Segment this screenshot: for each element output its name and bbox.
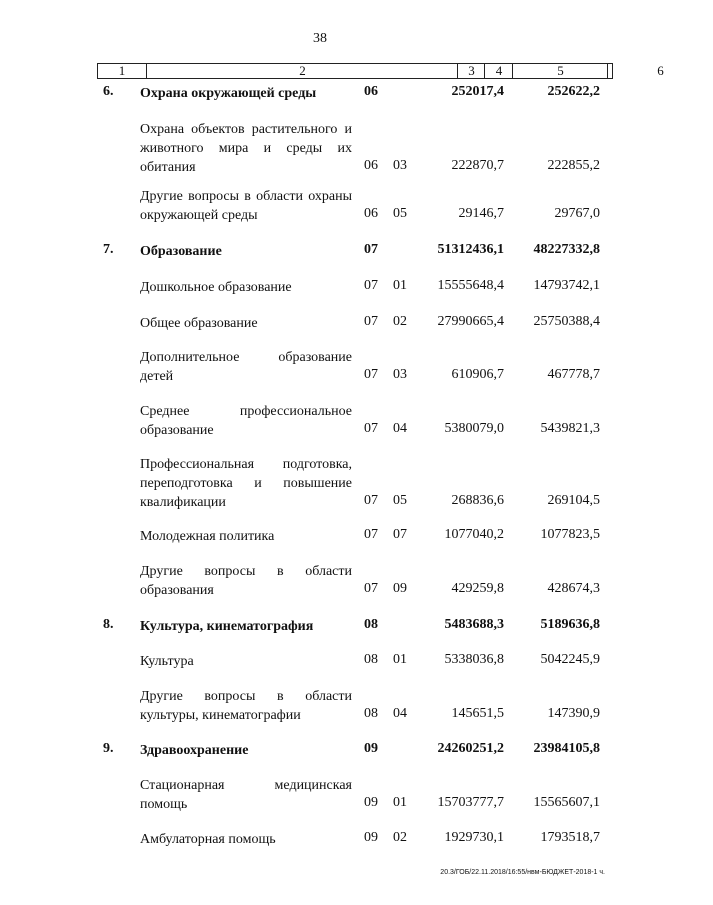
row-name: Образование [140,244,222,259]
row-name: Культура, кинематография [140,619,314,634]
row-podrazdel: 01 [393,652,407,667]
row-razdel: 08 [364,652,378,667]
row-razdel: 07 [364,527,378,542]
row-name: Дополнительное образование детей [140,350,352,384]
row-value-col5: 27990665,4 [437,314,504,329]
row-razdel: 07 [364,367,378,382]
row-name: Дошкольное образование [140,280,292,295]
row-value-col6: 29767,0 [554,206,600,221]
page-number: 38 [313,31,327,46]
row-value-col5: 5380079,0 [444,421,504,436]
header-col-1: 1 [118,63,126,78]
row-value-col5: 24260251,2 [437,741,504,756]
row-podrazdel: 01 [393,278,407,293]
header-col-3: 3 [457,64,485,78]
row-podrazdel: 02 [393,314,407,329]
document-footer-code: 20.3/ГОБ/22.11.2018/16:55/нвм-БЮДЖЕТ-2018-1 ч. [440,869,605,876]
row-name: Общее образование [140,316,258,331]
row-number: 6. [103,84,114,99]
row-razdel: 08 [364,706,378,721]
row-name: Другие вопросы в области образования [140,564,352,598]
row-podrazdel: 09 [393,581,407,596]
row-podrazdel: 03 [393,367,407,382]
row-value-col6: 252622,2 [547,84,600,99]
row-value-col6: 25750388,4 [533,314,600,329]
row-value-col5: 51312436,1 [437,242,504,257]
row-value-col5: 429259,8 [451,581,504,596]
row-razdel: 07 [364,421,378,436]
row-value-col6: 467778,7 [547,367,600,382]
row-razdel: 07 [364,581,378,596]
row-value-col5: 15703777,7 [437,795,504,810]
row-name: Другие вопросы в области охраны окружающей среды [140,189,352,223]
table-header-row [97,63,664,79]
row-podrazdel: 02 [393,830,407,845]
row-value-col5: 1929730,1 [444,830,504,845]
row-value-col5: 222870,7 [451,158,504,173]
row-podrazdel: 05 [393,206,407,221]
row-value-col6: 428674,3 [547,581,600,596]
row-razdel: 09 [364,741,378,756]
row-value-col5: 252017,4 [451,84,504,99]
header-col-6: 6 [607,64,713,78]
row-value-col6: 48227332,8 [533,242,600,257]
row-razdel: 08 [364,617,378,632]
row-razdel: 06 [364,84,378,99]
row-name: Амбулаторная помощь [140,832,276,847]
row-value-col6: 269104,5 [547,493,600,508]
row-value-col6: 147390,9 [547,706,600,721]
row-number: 9. [103,741,114,756]
row-razdel: 06 [364,158,378,173]
row-razdel: 07 [364,278,378,293]
row-name: Стационарная медицинская помощь [140,778,352,812]
row-value-col5: 1077040,2 [444,527,504,542]
row-name: Среднее профессиональное образование [140,404,352,438]
row-name: Другие вопросы в области культуры, кинематографии [140,689,352,723]
row-value-col6: 5042245,9 [540,652,600,667]
row-value-col6: 1077823,5 [540,527,600,542]
row-value-col6: 222855,2 [547,158,600,173]
row-podrazdel: 05 [393,493,407,508]
row-value-col6: 1793518,7 [540,830,600,845]
row-name: Профессиональная подготовка, переподготовка и повышение квалификации [140,457,352,510]
row-value-col5: 15555648,4 [437,278,504,293]
row-podrazdel: 03 [393,158,407,173]
row-number: 7. [103,242,114,257]
header-col-4: 4 [484,64,513,78]
row-value-col6: 5189636,8 [540,617,600,632]
row-razdel: 07 [364,314,378,329]
row-value-col6: 15565607,1 [533,795,600,810]
row-number: 8. [103,617,114,632]
row-razdel: 07 [364,242,378,257]
row-razdel: 09 [364,830,378,845]
row-podrazdel: 04 [393,706,407,721]
row-name: Культура [140,654,194,669]
header-col-5: 5 [512,64,608,78]
row-name: Здравоохранение [140,743,249,758]
row-value-col6: 14793742,1 [533,278,600,293]
header-col-2: 2 [146,64,458,78]
row-value-col6: 5439821,3 [540,421,600,436]
row-value-col5: 145651,5 [451,706,504,721]
row-value-col5: 29146,7 [458,206,504,221]
row-podrazdel: 01 [393,795,407,810]
row-name: Охрана объектов растительного и животного мира и среды их обитания [140,122,352,175]
row-value-col6: 23984105,8 [533,741,600,756]
row-podrazdel: 04 [393,421,407,436]
row-value-col5: 268836,6 [451,493,504,508]
row-razdel: 07 [364,493,378,508]
row-value-col5: 610906,7 [451,367,504,382]
row-podrazdel: 07 [393,527,407,542]
row-name: Охрана окружающей среды [140,86,317,101]
row-value-col5: 5483688,3 [444,617,504,632]
row-razdel: 06 [364,206,378,221]
row-value-col5: 5338036,8 [444,652,504,667]
row-razdel: 09 [364,795,378,810]
row-name: Молодежная политика [140,529,275,544]
